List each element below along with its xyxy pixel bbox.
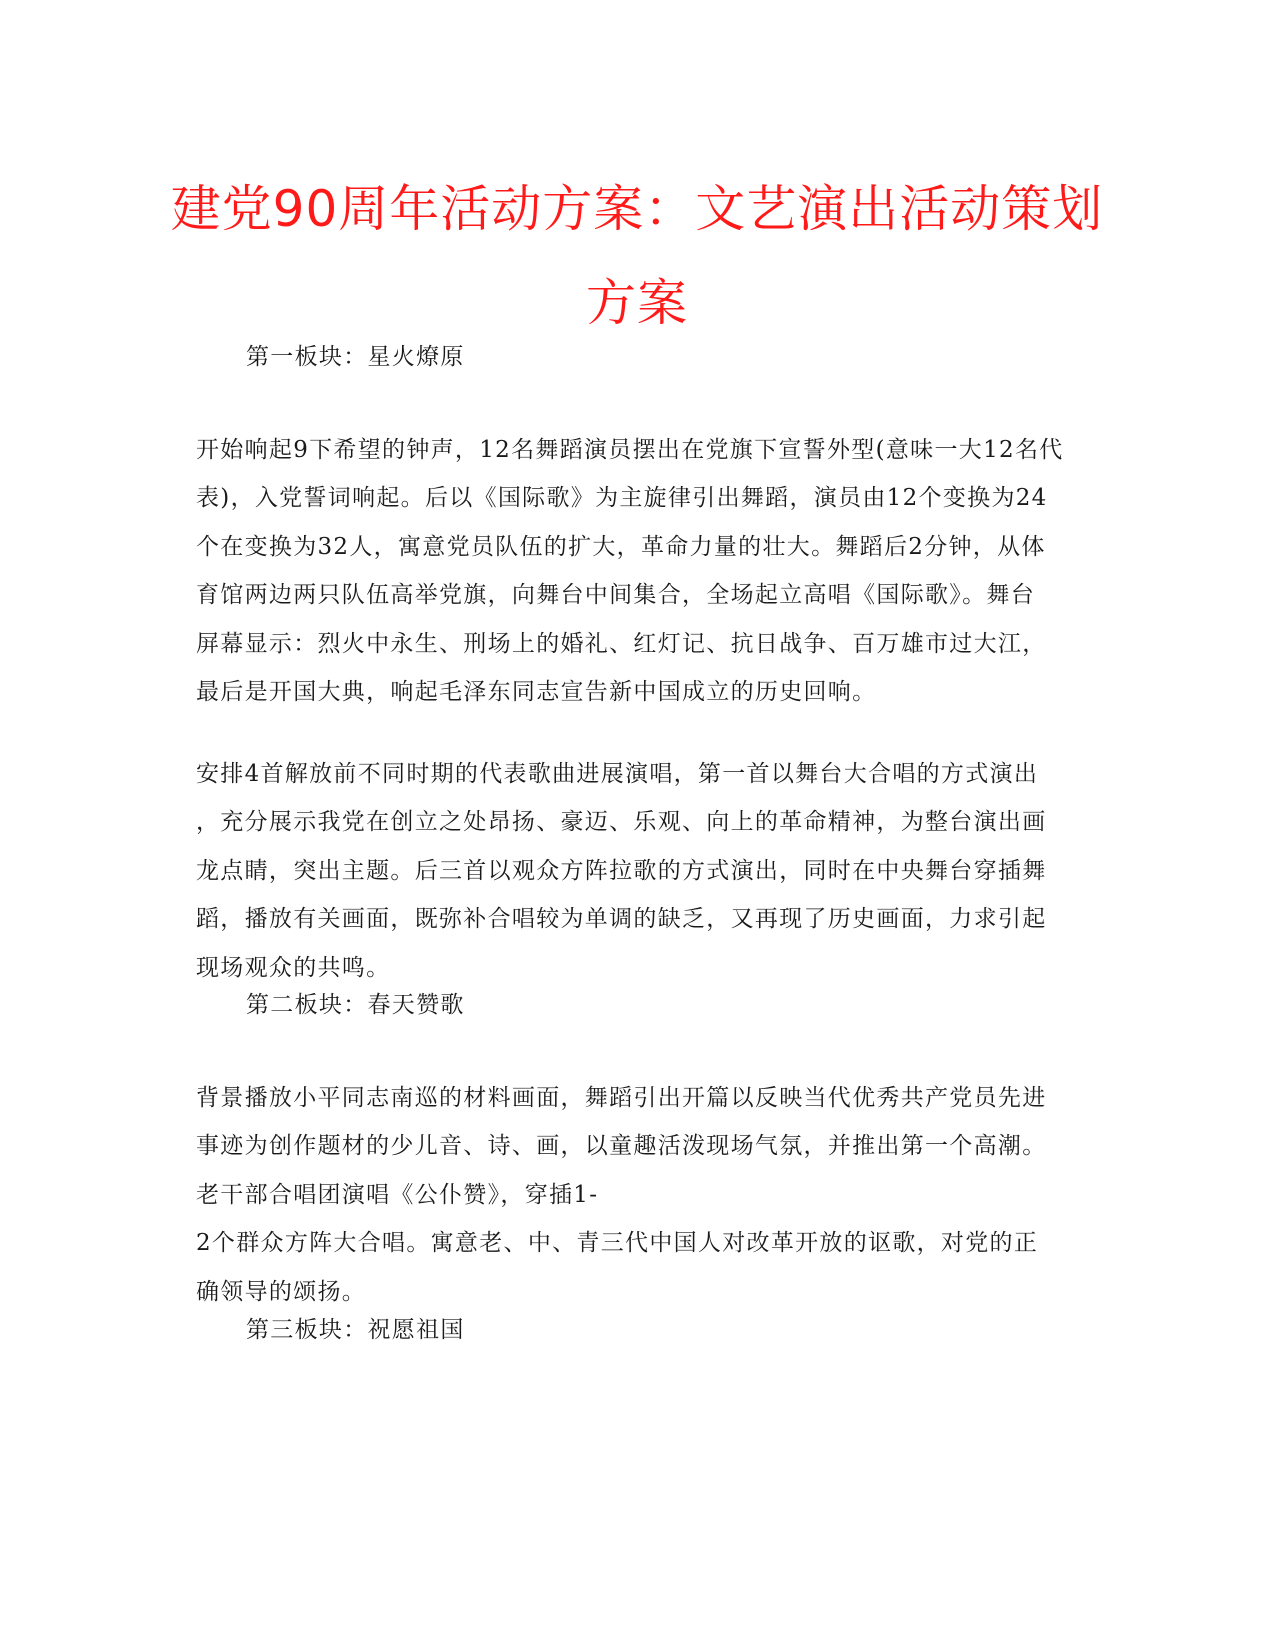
section-heading-3: 第三板块：祝愿祖国 — [246, 1317, 465, 1343]
paragraph-line: 个在变换为32人，寓意党员队伍的扩大，革命力量的壮大。舞蹈后2分钟，从体 — [196, 533, 1046, 560]
paragraph-line: 表)，入党誓词响起。后以《国际歌》为主旋律引出舞蹈，演员由12个变换为24 — [196, 485, 1048, 512]
paragraph-line: 龙点睛，突出主题。后三首以观众方阵拉歌的方式演出，同时在中央舞台穿插舞 — [196, 857, 1047, 884]
section-1-paragraph-1 — [196, 426, 1076, 716]
paragraph-line: 育馆两边两只队伍高举党旗，向舞台中间集合，全场起立高唱《国际歌》。舞台 — [196, 582, 1035, 609]
title-line: 方案 — [586, 274, 688, 332]
paragraph-line: ，充分展示我党在创立之处昂扬、豪迈、乐观、向上的革命精神，为整台演出画 — [196, 809, 1047, 836]
paragraph-line: 老干部合唱团演唱《公仆赞》，穿插1- — [196, 1181, 599, 1208]
paragraph-line: 安排4首解放前不同时期的代表歌曲进展演唱，第一首以舞台大合唱的方式演出 — [196, 761, 1039, 787]
title-line: 建党90周年活动方案：文艺演出活动策划 — [170, 180, 1104, 238]
paragraph-line: 事迹为创作题材的少儿音、诗、画，以童趣活泼现场气氛，并推出第一个高潮。 — [196, 1133, 1047, 1160]
paragraph-line: 确领导的颂扬。 — [196, 1278, 367, 1305]
paragraph-line: 屏幕显示：烈火中永生、刑场上的婚礼、红灯记、抗日战争、百万雄市过大江， — [196, 630, 1047, 657]
paragraph-line: 现场观众的共鸣。 — [196, 954, 391, 981]
section-1-paragraph-2 — [196, 750, 1076, 992]
document-title — [150, 162, 1124, 350]
section-heading-1: 第一板块：星火燎原 — [246, 344, 465, 370]
section-heading-2: 第二板块：春天赞歌 — [246, 992, 465, 1018]
paragraph-line: 2个群众方阵大合唱。寓意老、中、青三代中国人对改革开放的讴歌，对党的正 — [196, 1230, 1039, 1257]
paragraph-line: 背景播放小平同志南巡的材料画面，舞蹈引出开篇以反映当代优秀共产党员先进 — [196, 1085, 1047, 1111]
paragraph-line: 蹈，播放有关画面，既弥补合唱较为单调的缺乏，又再现了历史画面，力求引起 — [196, 906, 1047, 933]
section-2-paragraph-1 — [196, 1074, 1076, 1316]
paragraph-line: 开始响起9下希望的钟声，12名舞蹈演员摆出在党旗下宣誓外型(意味一大12名代 — [196, 437, 1064, 463]
paragraph-line: 最后是开国大典，响起毛泽东同志宣告新中国成立的历史回响。 — [196, 679, 877, 706]
